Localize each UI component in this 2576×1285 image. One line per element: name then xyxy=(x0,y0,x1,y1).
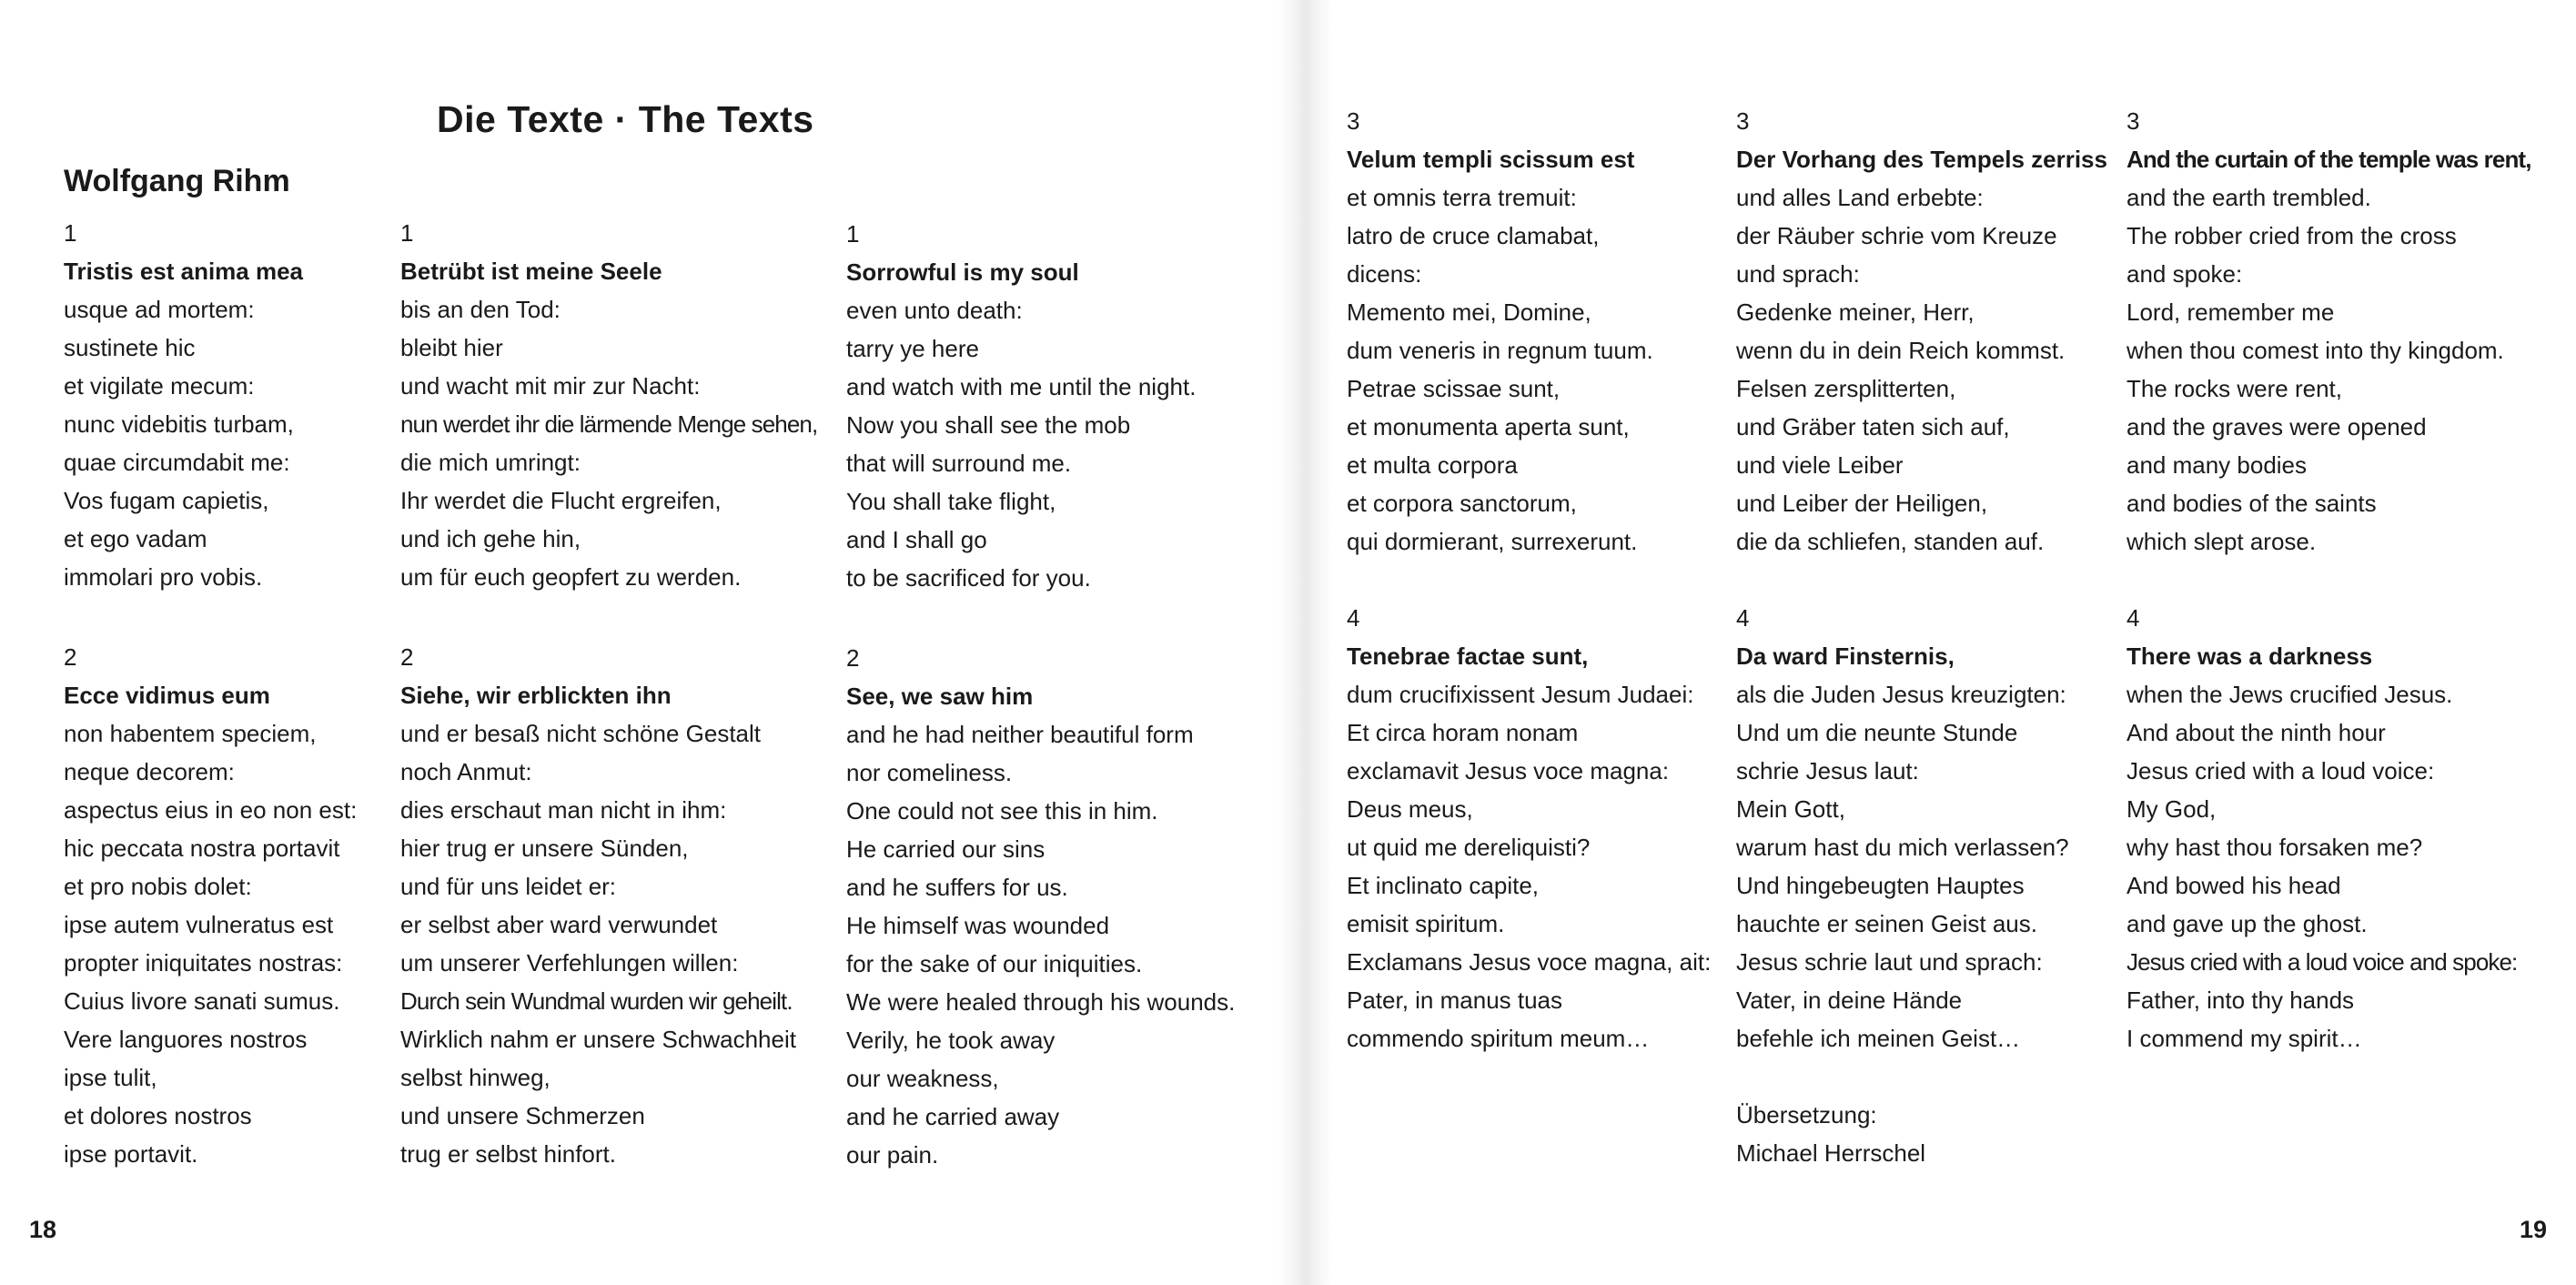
text-block xyxy=(2126,102,2563,561)
text-line: und Leiber der Heiligen, xyxy=(1736,490,1988,517)
text-line: Michael Herrschel xyxy=(1736,1139,1926,1167)
text-line: Vere languores nostros xyxy=(64,1026,308,1053)
text-line: hauchte er seinen Geist aus. xyxy=(1736,910,2037,937)
stanza-number: 2 xyxy=(400,643,414,671)
text-line: and the graves were opened xyxy=(2126,413,2427,440)
stanza-heading: Da ward Finsternis, xyxy=(1736,642,1955,670)
text-line: und er besaß nicht schöne Gestalt xyxy=(400,720,762,747)
text-line: and watch with me until the night. xyxy=(846,373,1197,400)
text-line: He carried our sins xyxy=(846,835,1046,863)
text-block xyxy=(2126,599,2563,1057)
text-line: Gedenke meiner, Herr, xyxy=(1736,298,1975,326)
text-line: schrie Jesus laut: xyxy=(1736,757,1919,784)
text-line: Deus meus, xyxy=(1347,795,1473,823)
text-line: why hast thou forsaken me? xyxy=(2126,834,2423,861)
stanza-heading: Siehe, wir erblickten ihn xyxy=(400,682,672,709)
text-line: der Räuber schrie vom Kreuze xyxy=(1736,222,2057,249)
stanza-heading: See, we saw him xyxy=(846,683,1034,710)
text-line: You shall take flight, xyxy=(846,488,1056,515)
stanza-heading: Velum templi scissum est xyxy=(1347,146,1635,173)
text-line: and the earth trembled. xyxy=(2126,184,2371,211)
text-line: and he had neither beautiful form xyxy=(846,721,1194,748)
text-line: commendo spiritum meum… xyxy=(1347,1025,1650,1052)
text-line: our pain. xyxy=(846,1141,939,1169)
text-line: quae circumdabit me: xyxy=(64,449,290,476)
text-line: We were healed through his wounds. xyxy=(846,988,1236,1016)
text-line: He himself was wounded xyxy=(846,912,1110,939)
text-line: nunc videbitis turbam, xyxy=(64,410,294,438)
text-line: selbst hinweg, xyxy=(400,1064,551,1091)
text-line: One could not see this in him. xyxy=(846,797,1158,825)
text-line: er selbst aber ward verwundet xyxy=(400,911,718,938)
text-line: et vigilate mecum: xyxy=(64,372,255,400)
text-line: that will surround me. xyxy=(846,450,1072,477)
text-line: immolari pro vobis. xyxy=(64,563,263,591)
text-block xyxy=(846,639,1283,1174)
text-line: nor comeliness. xyxy=(846,759,1013,786)
text-line: The rocks were rent, xyxy=(2126,375,2342,402)
text-block xyxy=(846,215,1283,597)
text-line: et corpora sanctorum, xyxy=(1347,490,1577,517)
text-block xyxy=(1736,102,2173,561)
text-line: et pro nobis dolet: xyxy=(64,873,252,900)
text-line: hier trug er unsere Sünden, xyxy=(400,835,689,862)
text-line: und Gräber taten sich auf, xyxy=(1736,413,2010,440)
text-line: um unserer Verfehlungen willen: xyxy=(400,949,739,976)
text-line: und sprach: xyxy=(1736,260,1860,288)
stanza-number: 2 xyxy=(846,644,860,672)
text-line: and many bodies xyxy=(2126,451,2308,479)
text-line: Memento mei, Domine, xyxy=(1347,298,1591,326)
text-line: Jesus schrie laut und sprach: xyxy=(1736,948,2043,976)
text-line: sustinete hic xyxy=(64,334,196,361)
text-line: Exclamans Jesus voce magna, ait: xyxy=(1347,948,1712,976)
text-line: Et inclinato capite, xyxy=(1347,872,1540,899)
book-gutter xyxy=(1278,0,1333,1285)
text-line: aspectus eius in eo non est: xyxy=(64,796,358,824)
stanza-number: 1 xyxy=(846,220,860,248)
text-line: qui dormierant, surrexerunt. xyxy=(1347,528,1638,555)
text-line: et dolores nostros xyxy=(64,1102,252,1129)
text-line: Übersetzung: xyxy=(1736,1101,1877,1128)
stanza-heading: There was a darkness xyxy=(2126,642,2373,670)
text-line: ipse autem vulneratus est xyxy=(64,911,334,938)
stanza-number: 1 xyxy=(400,219,414,247)
text-block xyxy=(1347,102,1783,561)
text-line: Petrae scissae sunt, xyxy=(1347,375,1561,402)
text-line: exclamavit Jesus voce magna: xyxy=(1347,757,1670,784)
stanza-heading: Tenebrae factae sunt, xyxy=(1347,642,1589,670)
text-line: noch Anmut: xyxy=(400,758,532,785)
stanza-number: 4 xyxy=(1347,604,1360,632)
text-line: Mein Gott, xyxy=(1736,795,1845,823)
text-line: and I shall go xyxy=(846,526,987,553)
text-line: tarry ye here xyxy=(846,335,979,362)
page-number-left: 18 xyxy=(29,1216,57,1243)
stanza-number: 4 xyxy=(2126,604,2140,632)
text-line: Und um die neunte Stunde xyxy=(1736,719,2018,746)
text-line: Lord, remember me xyxy=(2126,298,2335,326)
text-line: and gave up the ghost. xyxy=(2126,910,2368,937)
stanza-heading: Betrübt ist meine Seele xyxy=(400,258,662,285)
text-line: And bowed his head xyxy=(2126,872,2341,899)
text-line: wenn du in dein Reich kommst. xyxy=(1736,337,2066,364)
text-line: und unsere Schmerzen xyxy=(400,1102,645,1129)
text-line: ipse portavit. xyxy=(64,1140,198,1168)
text-line: bleibt hier xyxy=(400,334,503,361)
text-line: ipse tulit, xyxy=(64,1064,157,1091)
text-line: And about the ninth hour xyxy=(2126,719,2386,746)
text-line: die da schliefen, standen auf. xyxy=(1736,528,2045,555)
page-number-right: 19 xyxy=(2519,1216,2547,1243)
text-line: Vos fugam capietis, xyxy=(64,487,269,514)
text-line: Jesus cried with a loud voice and spoke: xyxy=(2126,948,2518,976)
stanza-number: 4 xyxy=(1736,604,1750,632)
text-line: et multa corpora xyxy=(1347,451,1518,479)
text-line: our weakness, xyxy=(846,1065,999,1092)
text-line: befehle ich meinen Geist… xyxy=(1736,1025,2021,1052)
text-line: et ego vadam xyxy=(64,525,207,552)
right-page xyxy=(1288,0,2576,1285)
text-line: and he carried away xyxy=(846,1103,1060,1130)
text-line: non habentem speciem, xyxy=(64,720,317,747)
text-block xyxy=(1736,599,2173,1172)
text-line: dicens: xyxy=(1347,260,1422,288)
text-line: und alles Land erbebte: xyxy=(1736,184,1984,211)
text-line: Wirklich nahm er unsere Schwachheit xyxy=(400,1026,796,1053)
text-line: hic peccata nostra portavit xyxy=(64,835,340,862)
text-line: die mich umringt: xyxy=(400,449,581,476)
composer-name: Wolfgang Rihm xyxy=(64,164,290,198)
text-block xyxy=(1347,599,1783,1057)
text-line: bis an den Tod: xyxy=(400,296,561,323)
text-line: et monumenta aperta sunt, xyxy=(1347,413,1630,440)
text-line: Now you shall see the mob xyxy=(846,411,1131,439)
text-line: I commend my spirit… xyxy=(2126,1025,2362,1052)
text-line: Et circa horam nonam xyxy=(1347,719,1579,746)
text-line: Ihr werdet die Flucht ergreifen, xyxy=(400,487,722,514)
text-line: Jesus cried with a loud voice: xyxy=(2126,757,2435,784)
page-title: Die Texte · The Texts xyxy=(437,98,814,140)
text-line: latro de cruce clamabat, xyxy=(1347,222,1600,249)
stanza-heading: Der Vorhang des Tempels zerriss xyxy=(1736,146,2107,173)
text-line: dies erschaut man nicht in ihm: xyxy=(400,796,727,824)
text-line: Verily, he took away xyxy=(846,1027,1056,1054)
text-line: even unto death: xyxy=(846,297,1023,324)
text-block xyxy=(400,214,837,596)
text-line: ut quid me dereliquisti? xyxy=(1347,834,1591,861)
text-line: Pater, in manus tuas xyxy=(1347,987,1563,1014)
text-line xyxy=(1736,1057,2173,1096)
text-line: trug er selbst hinfort. xyxy=(400,1140,616,1168)
text-line: neque decorem: xyxy=(64,758,235,785)
stanza-heading: Sorrowful is my soul xyxy=(846,258,1079,286)
text-line: The robber cried from the cross xyxy=(2126,222,2457,249)
text-line: for the sake of our iniquities. xyxy=(846,950,1143,977)
text-line: propter iniquitates nostras: xyxy=(64,949,343,976)
text-line: und ich gehe hin, xyxy=(400,525,581,552)
text-line: als die Juden Jesus kreuzigten: xyxy=(1736,681,2066,708)
text-line: when the Jews crucified Jesus. xyxy=(2126,681,2453,708)
text-line: My God, xyxy=(2126,795,2217,823)
stanza-number: 3 xyxy=(2126,107,2140,135)
text-block xyxy=(400,638,837,1173)
text-line: when thou comest into thy kingdom. xyxy=(2126,337,2504,364)
text-line: warum hast du mich verlassen? xyxy=(1736,834,2069,861)
stanza-number: 3 xyxy=(1736,107,1750,135)
text-line: und viele Leiber xyxy=(1736,451,1904,479)
text-line: Vater, in deine Hände xyxy=(1736,987,1963,1014)
text-line: dum veneris in regnum tuum. xyxy=(1347,337,1653,364)
text-line: usque ad mortem: xyxy=(64,296,255,323)
stanza-number: 1 xyxy=(64,219,77,247)
text-line: and he suffers for us. xyxy=(846,874,1068,901)
text-line: nun werdet ihr die lärmende Menge sehen, xyxy=(400,410,818,438)
text-line: um für euch geopfert zu werden. xyxy=(400,563,742,591)
stanza-heading: And the curtain of the temple was rent, xyxy=(2126,146,2531,173)
text-line: und für uns leidet er: xyxy=(400,873,617,900)
text-line: Felsen zersplitterten, xyxy=(1736,375,1956,402)
stanza-heading: Ecce vidimus eum xyxy=(64,682,270,709)
stanza-heading: Tristis est anima mea xyxy=(64,258,304,285)
text-line: which slept arose. xyxy=(2126,528,2317,555)
text-line: Und hingebeugten Hauptes xyxy=(1736,872,2025,899)
text-line: and bodies of the saints xyxy=(2126,490,2377,517)
stanza-number: 3 xyxy=(1347,107,1360,135)
stanza-number: 2 xyxy=(64,643,77,671)
text-line: et omnis terra tremuit: xyxy=(1347,184,1577,211)
text-line: dum crucifixissent Jesum Judaei: xyxy=(1347,681,1694,708)
text-line: Father, into thy hands xyxy=(2126,987,2355,1014)
text-line: and spoke: xyxy=(2126,260,2243,288)
text-line: und wacht mit mir zur Nacht: xyxy=(400,372,701,400)
text-line: to be sacrificed for you. xyxy=(846,564,1091,592)
text-line: Durch sein Wundmal wurden wir geheilt. xyxy=(400,987,793,1015)
text-line: emisit spiritum. xyxy=(1347,910,1505,937)
text-line: Cuius livore sanati sumus. xyxy=(64,987,340,1015)
